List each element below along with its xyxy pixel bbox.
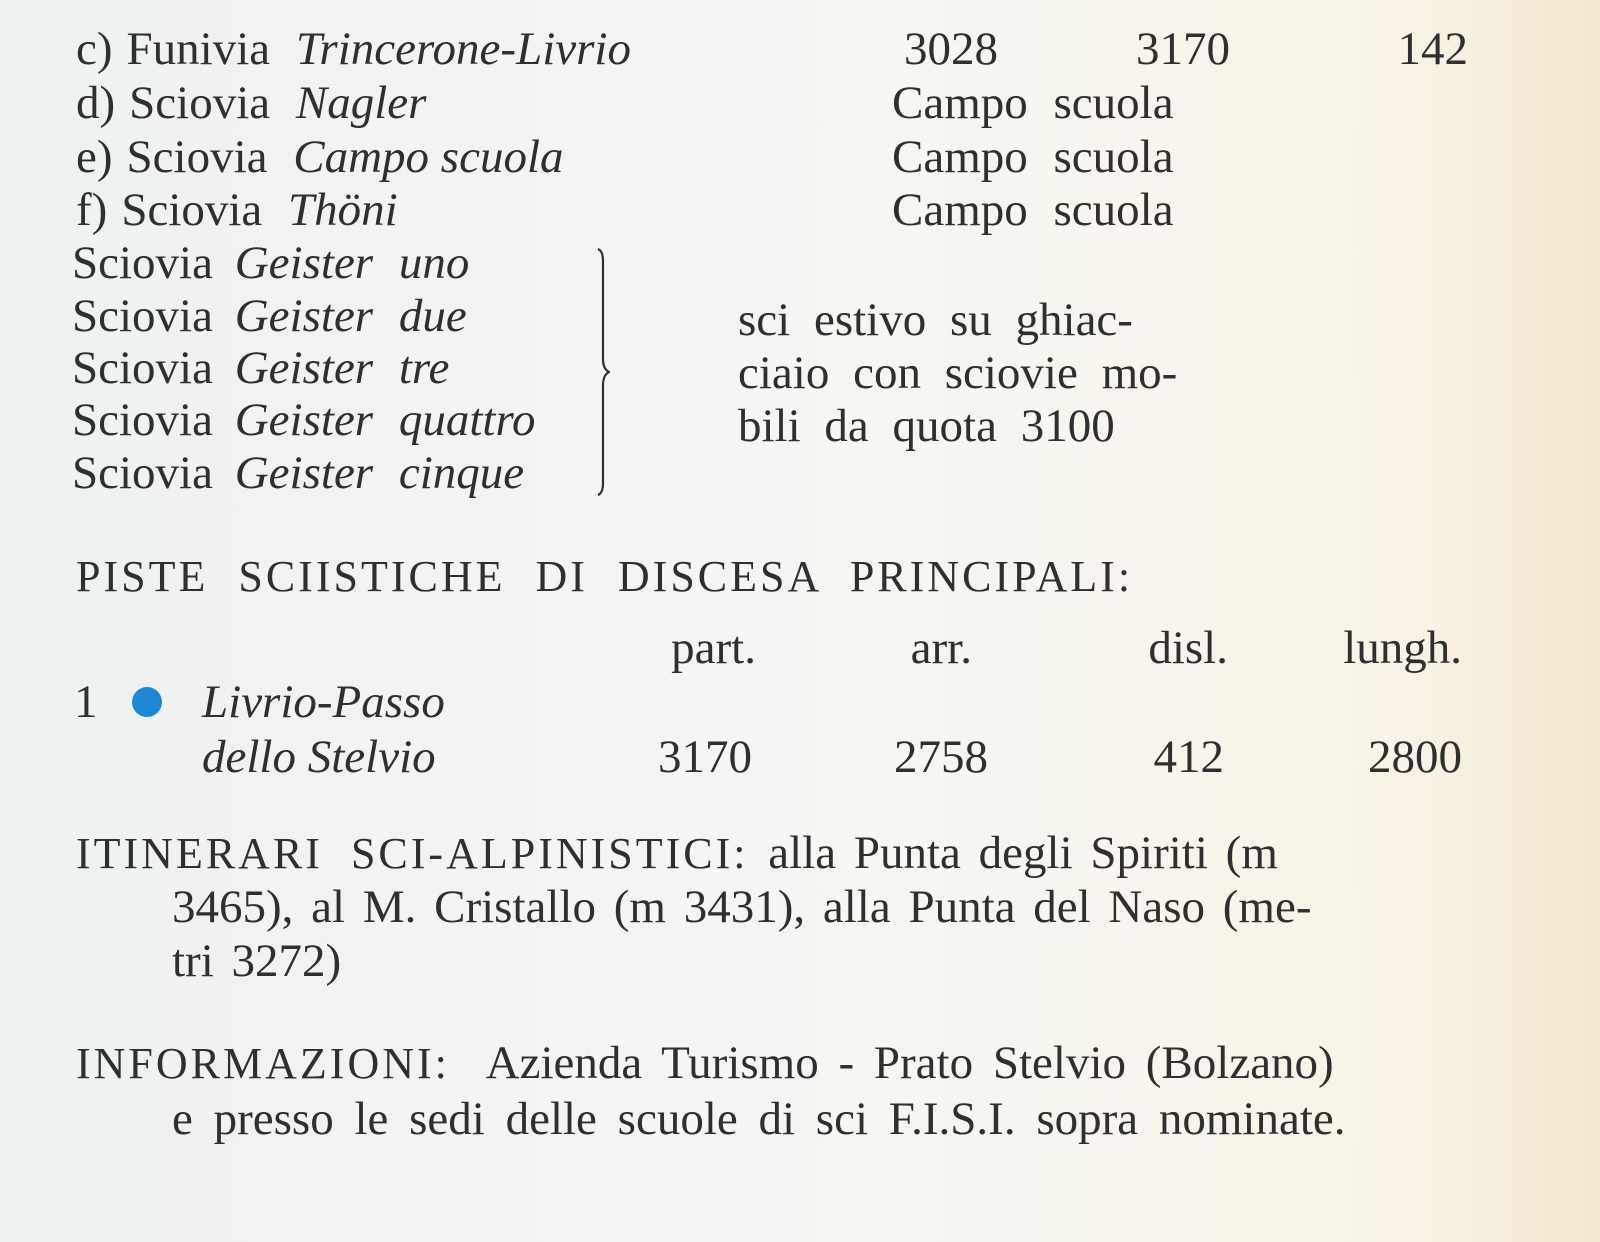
lift-letter: d): [76, 77, 116, 129]
itinerari-label: ITINERARI SCI-ALPINISTICI:: [76, 829, 749, 878]
lift-row-f: [76, 183, 398, 237]
geister-name: Geister quattro: [234, 394, 536, 446]
lift-type: Funivia: [126, 23, 271, 75]
lift-name: Campo scuola: [293, 131, 564, 183]
column-header-lungh: lungh.: [1343, 622, 1462, 674]
geister-type: Sciovia: [72, 342, 213, 394]
geister-note-line: ciaio con sciovie mo-: [738, 347, 1178, 399]
piste-number: 1: [74, 676, 98, 728]
geister-note-line: bili da quota 3100: [738, 400, 1115, 452]
lift-type: Sciovia: [126, 131, 268, 183]
geister-type: Sciovia: [72, 394, 213, 446]
lift-letter: c): [76, 23, 113, 75]
lift-note: Campo scuola: [892, 184, 1174, 236]
piste-value-arr: 2758: [894, 731, 988, 783]
lift-name: Trincerone-Livrio: [295, 23, 631, 75]
geister-item: [72, 393, 536, 447]
lift-name: Thöni: [288, 184, 398, 236]
piste-value-part: 3170: [658, 731, 752, 783]
piste-name-line2: dello Stelvio: [202, 731, 436, 783]
lift-note: Campo scuola: [892, 131, 1174, 183]
lift-row-d: [76, 76, 426, 130]
piste-value-disl: 412: [1153, 731, 1224, 783]
geister-name: Geister uno: [234, 237, 470, 289]
lift-letter: f): [76, 184, 108, 236]
lift-name: Nagler: [295, 77, 427, 129]
lift-type: Sciovia: [129, 77, 271, 129]
informazioni-line2: e presso le sedi delle scuole di sci F.I.S.I. sopra nominate.: [172, 1093, 1346, 1145]
column-header-disl: disl.: [1148, 622, 1228, 674]
geister-type: Sciovia: [72, 237, 213, 289]
geister-name: Geister tre: [234, 342, 450, 394]
lift-diff: 142: [1397, 23, 1468, 75]
lift-row-c: [76, 22, 631, 76]
lift-note: Campo scuola: [892, 77, 1174, 129]
column-header-arr: arr.: [910, 622, 972, 674]
geister-item: [72, 236, 469, 290]
piste-value-lungh: 2800: [1368, 731, 1462, 783]
informazioni-text: Azienda Turismo - Prato Stelvio (Bolzano): [485, 1037, 1334, 1089]
geister-type: Sciovia: [72, 290, 213, 342]
geister-item: [72, 341, 449, 395]
blue-circle-icon: [132, 687, 162, 717]
itinerari-line3: tri 3272): [172, 935, 342, 987]
itinerari-line2: 3465), al M. Cristallo (m 3431), alla Punta del Naso (me-: [172, 881, 1312, 933]
lift-letter: e): [76, 131, 113, 183]
geister-type: Sciovia: [72, 447, 213, 499]
lift-end: 3170: [1136, 23, 1230, 75]
curly-brace: [596, 247, 610, 497]
piste-heading: PISTE SCIISTICHE DI DISCESA PRINCIPALI:: [76, 552, 1134, 601]
geister-item: [72, 446, 524, 500]
geister-name: Geister cinque: [234, 447, 525, 499]
lift-row-e: [76, 130, 564, 184]
geister-note-line: sci estivo su ghiac-: [738, 294, 1133, 346]
geister-name: Geister due: [234, 290, 467, 342]
lift-type: Sciovia: [121, 184, 263, 236]
piste-name-line1: Livrio-Passo: [202, 676, 445, 728]
lift-start: 3028: [904, 23, 998, 75]
itinerari-line1: [76, 826, 1278, 881]
column-header-part: part.: [671, 622, 756, 674]
geister-item: [72, 289, 467, 343]
itinerari-text: alla Punta degli Spiriti (m: [768, 827, 1278, 879]
informazioni-label: INFORMAZIONI:: [76, 1039, 450, 1088]
informazioni-line1: [76, 1036, 1334, 1091]
